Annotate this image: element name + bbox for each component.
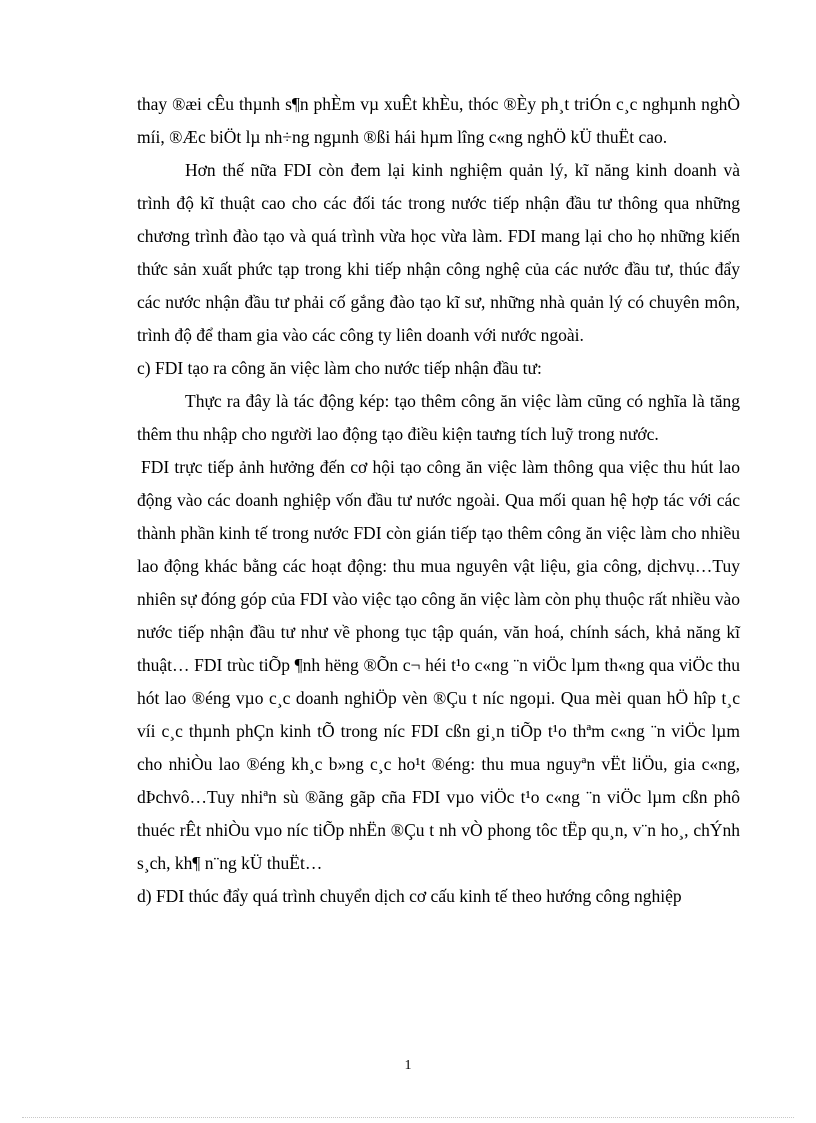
paragraph-knowledge-transfer: Hơn thế nữa FDI còn đem lại kinh nghiệm quản lý, kĩ năng kinh doanh và trình độ kĩ thuật cao cho các đối tác trong nước tiếp nhận đầu tư thông qua những chương trình đào tạo và quá trình vừa học vừa làm. FDI mang lại cho họ những kiến thức sản xuất phức tạp trong khi tiếp nhận công nghệ của các nước đầu tư, thúc đẩy các nước nhận đầu tư phải cố gắng đào tạo kĩ sư, những nhà quản lý có chuyên môn, trình độ để tham gia vào các công ty liên doanh với nước ngoài. (137, 160, 740, 345)
page-number: 1 (404, 1058, 412, 1073)
section-heading-restructuring: d) FDI thúc đẩy quá trình chuyển dịch cơ cấu kinh tế theo hướng công nghiệp (137, 886, 682, 906)
section-heading-employment: c) FDI tạo ra công ăn việc làm cho nước tiếp nhận đầu tư: (137, 358, 542, 378)
paragraph-dual-effect: Thực ra đây là tác động kép: tạo thêm công ăn việc làm cũng có nghĩa là tăng thêm thu nhập cho người lao động tạo điều kiện taưng tích luỹ trong nước. (137, 391, 740, 444)
footer-divider (22, 1117, 794, 1118)
paragraph-employment-impact: FDI trực tiếp ảnh hưởng đến cơ hội tạo công ăn việc làm thông qua việc thu hút lao động vào các doanh nghiệp vốn đầu tư nước ngoài. Qua mối quan hệ hợp tác với các thành phần kinh tế trong nước FDI còn gián tiếp tạo thêm công ăn việc làm cho nhiều lao động khác bằng các hoạt động: thu mua nguyên vật liệu, gia công, dịchvụ…Tuy nhiên sự đóng góp của FDI vào việc tạo công ăn việc làm còn phụ thuộc rất nhiều vào nước tiếp nhận đầu tư như về phong tục tập quán, văn hoá, chính sách, khả năng kĩ thuật… FDI trùc tiÕp ¶nh hëng ®Õn c¬ héi t¹o c«ng ¨n viÖc lµm th«ng qua viÖc thu hót lao ®éng vµo c¸c doanh nghiÖp vèn ®Çu t níc ngoµi. Qua mèi quan hÖ hîp t¸c víi c¸c thµnh phÇn kinh tÕ trong níc FDI cßn gi¸n tiÕp t¹o thªm c«ng ¨n viÖc lµm cho nhiÒu lao ®éng kh¸c b»ng c¸c ho¹t ®éng: thu mua nguyªn vËt liÖu, gia c«ng, dÞchvô…Tuy nhiªn sù ®ãng gãp cña FDI vµo viÖc t¹o c«ng ¨n viÖc lµm cßn phô thuéc rÊt nhiÒu vµo níc tiÕp nhËn ®Çu t nh vÒ phong tôc tËp qu¸n, v¨n ho¸, chÝnh s¸ch, kh¶ n¨ng kÜ thuËt… (137, 457, 740, 873)
document-body (137, 88, 740, 913)
paragraph-continuation: thay ®æi cÊu thµnh s¶n phÈm vµ xuÊt khÈu, thóc ®Èy ph¸t triÓn c¸c nghµnh nghÒ míi, ®Æc biÖt lµ nh÷ng ngµnh ®ßi hái hµm lîng c«ng nghÖ kÜ thuËt cao. (137, 94, 740, 147)
